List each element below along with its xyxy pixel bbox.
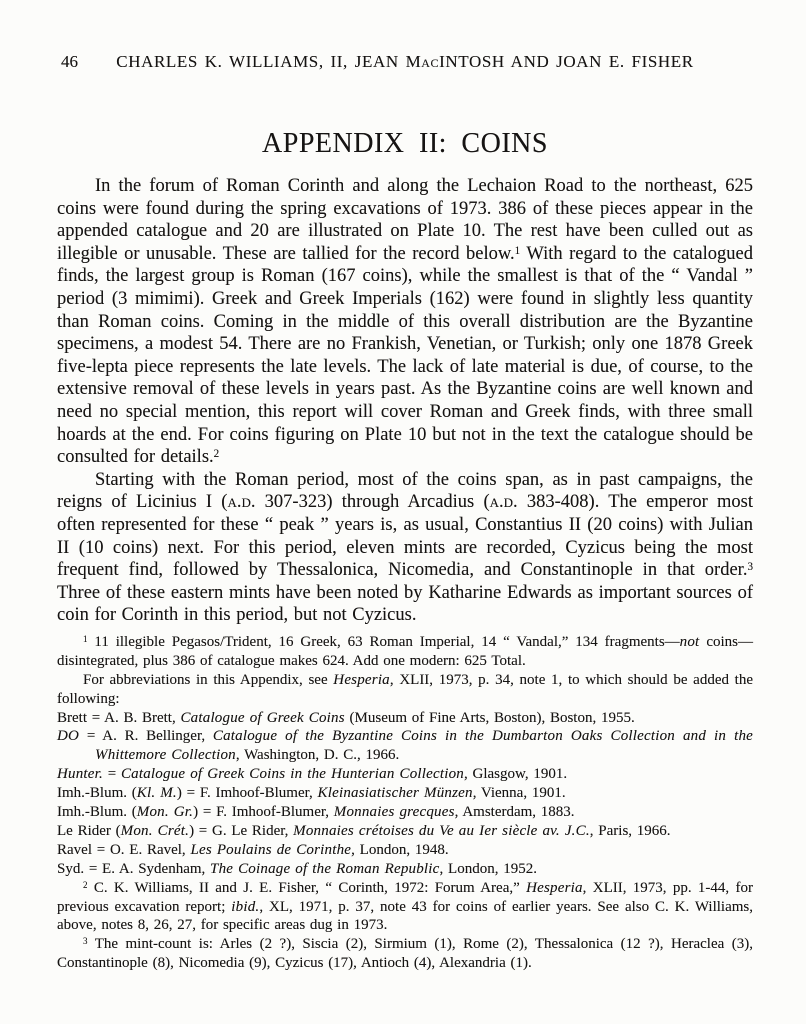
appendix-title: APPENDIX II: COINS (262, 128, 548, 159)
bibliography-entry-syd: Syd. = E. A. Sydenham, The Coinage of the Roman Republic, London, 1952. (57, 860, 537, 877)
bibliography-entry-do: DO = A. R. Bellinger, Catalogue of the Byzantine Coins in the Dumbarton Oaks Collection and in the Whittemore Collection, Washington, D. C., 1966. (57, 728, 754, 764)
bibliography-entry-brett: Brett = A. B. Brett, Catalogue of Greek Coins (Museum of Fine Arts, Boston), Boston, 1955. (57, 709, 635, 726)
body-paragraph-2: Starting with the Roman period, most of the coins span, as in past campaigns, the reigns of Licinius I (a.d. 307-323) through Arcadius (a.d. 383-408). The emperor most often represented for these “ peak ” years is, as usual, Constantius II (20 coins) with Julian II (10 coins) next. For this period, eleven mints are recorded, Cyzicus being the most frequent find, followed by Thessalonica, Nicomedia, and Constantinople in that order.$^3$ Three of these eastern mints have been noted by Katharine Edwards as important sources of coin for Corinth in this period, but not Cyzicus. (57, 469, 753, 626)
article-body (57, 175, 753, 627)
page-number: 46 (61, 52, 78, 71)
running-header-authors: CHARLES K. WILLIAMS, II, JEAN MacINTOSH AND JOAN E. FISHER (116, 52, 694, 71)
footnote-2: $^2$ C. K. Williams, II and J. E. Fisher, “ Corinth, 1972: Forum Area,” Hesperia, XLII, 1973, pp. 1-44, for previous excavation report; ibid., XL, 1971, p. 37, note 43 for coins of earlier years. See also C. K. Williams, above, notes 8, 26, 27, for specific areas dug in 1973. (57, 879, 754, 934)
bibliography-entry-imh-blum-mon-gr: Imh.-Blum. (Mon. Gr.) = F. Imhoof-Blumer, Monnaies grecques, Amsterdam, 1883. (57, 804, 575, 821)
bibliography-entry-le-rider: Le Rider (Mon. Crét.) = G. Le Rider, Monnaies crétoises du Ve au Ier siècle av. J.C., Paris, 1966. (57, 822, 671, 839)
footnotes-section (57, 633, 753, 973)
bibliography-entry-ravel: Ravel = O. E. Ravel, Les Poulains de Corinthe, London, 1948. (57, 841, 449, 858)
footnote-1: $^1$ 11 illegible Pegasos/Trident, 16 Greek, 63 Roman Imperial, 14 “ Vandal,” 134 fragments—not coins—disintegrated, plus 386 of catalogue makes 624. Add one modern: 625 Total. (57, 633, 753, 669)
bibliography-entry-hunter: Hunter. = Catalogue of Greek Coins in the Hunterian Collection, Glasgow, 1901. (57, 766, 568, 783)
footnote-3: $^3$ The mint-count is: Arles (2 ?), Siscia (2), Sirmium (1), Rome (2), Thessalonica (12 ?), Heraclea (3), Constantinople (8), Nicomedia (9), Cyzicus (17), Antioch (4), Alexandria (1). (57, 936, 753, 972)
body-paragraph-1: In the forum of Roman Corinth and along the Lechaion Road to the northeast, 625 coins were found during the spring excavations of 1973. 386 of these pieces appear in the appended catalogue and 20 are illustrated on Plate 10. The rest have been culled out as illegible or unusable. These are tallied for the record below.$^1$ With regard to the catalogued finds, the largest group is Roman (167 coins), while the smallest is that of the “ Vandal ” period (3 mimimi). Greek and Greek Imperials (162) were found in slightly less quantity than Roman coins. Coming in the middle of this overall distribution are the Byzantine specimens, a modest 54. There are no Frankish, Venetian, or Turkish; only one 1878 Greek five-lepta piece represents the late levels. The lack of late material is due, of course, to the extensive removal of these levels in years past. As the Byzantine coins are well known and need no special mention, this report will cover Roman and Greek finds, with three small hoards at the end. For coins figuring on Plate 10 but not in the text the catalogue should be consulted for details.$^2$ (57, 176, 753, 468)
bibliography-entry-imh-blum-kl-m: Imh.-Blum. (Kl. M.) = F. Imhoof-Blumer, Kleinasiatischer Münzen, Vienna, 1901. (57, 785, 566, 802)
footnote-abbreviations-intro: For abbreviations in this Appendix, see Hesperia, XLII, 1973, p. 34, note 1, to which should be added the following: (57, 671, 753, 707)
page-header (57, 52, 753, 74)
